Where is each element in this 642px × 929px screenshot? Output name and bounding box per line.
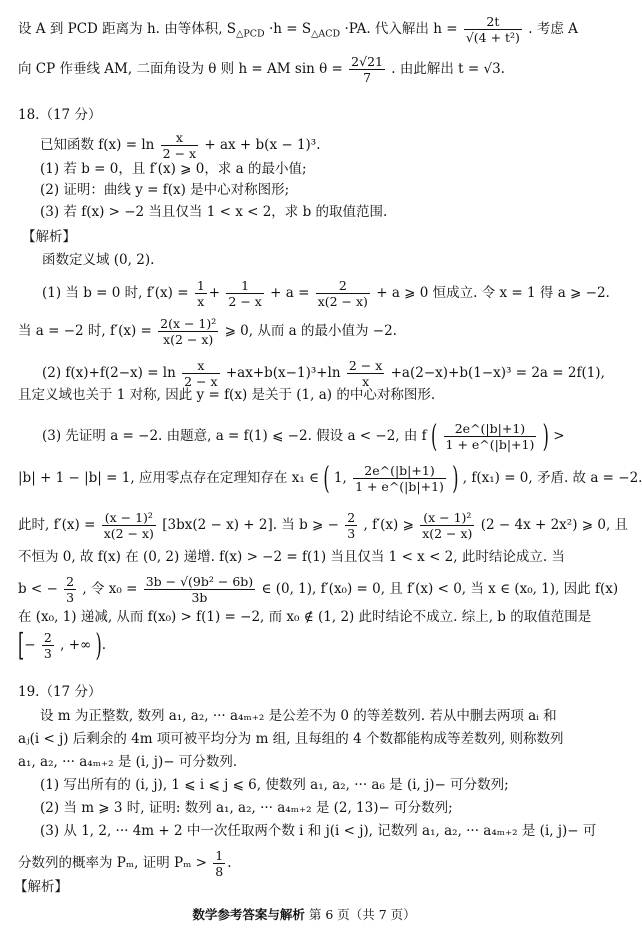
denominator: 2 − x: [162, 146, 197, 161]
analysis-label: 【解析】: [22, 229, 76, 245]
text-line: [18, 316, 594, 347]
fraction: [42, 630, 54, 661]
text-line: a₁, a₂, ··· a₄ₘ₊₂ 是 (i, j)− 可分数列.: [18, 754, 238, 770]
text-line: [42, 417, 594, 454]
text-line: [18, 574, 619, 605]
text-line: 且定义域也关于 1 对称, 因此 y = f(x) 是关于 (1, a) 的中心对称图形.: [18, 387, 436, 403]
text: 设 A 到 PCD 距离为 h. 由等体积, S: [18, 21, 237, 37]
subquestion-2: (2) 证明：曲线 y = f(x) 是中心对称图形;: [40, 182, 290, 198]
numerator: (x − 1)²: [420, 510, 474, 526]
denominator: x: [197, 294, 205, 309]
text: ⩾ 0, 从而 a 的最小值为 −2.: [224, 323, 397, 339]
numerator: 2t: [464, 14, 522, 30]
fraction: [345, 510, 357, 541]
text: , f(x₁) = 0, 矛盾. 故 a = −2.: [462, 470, 642, 486]
fraction: [353, 463, 446, 494]
fraction: [102, 510, 156, 541]
subscript: △ACD: [311, 28, 341, 40]
text-line: 设 m 为正整数, 数列 a₁, a₂, ··· a₄ₘ₊₂ 是公差不为 0 的等差数列. 若从中删去两项 aᵢ 和: [40, 708, 557, 724]
analysis-label: 【解析】: [14, 879, 68, 895]
text: (3) 先证明 a = −2. 由题意, a = f(1) ⩽ −2. 假设 a < −2, 由 f: [42, 428, 427, 444]
fraction: [213, 848, 225, 879]
numerator: 2: [316, 278, 370, 294]
subquestion-2: (2) 当 m ⩾ 3 时, 证明: 数列 a₁, a₂, ··· a₄ₘ₊₂ 是 (2, 13)− 可分数列;: [40, 800, 453, 816]
fraction: [420, 510, 474, 541]
text: ∈ (0, 1), f′(x₀) = 0, 且 f′(x) < 0, 当 x ∈ (x₀, 1), 因此 f(x): [261, 581, 619, 597]
paren-left: (: [323, 459, 330, 496]
question-heading: 19.（17 分）: [18, 684, 102, 700]
denominator: 3: [43, 646, 52, 661]
numerator: 2: [347, 510, 356, 525]
text: |b| + 1 − |b| = 1, 应用零点存在定理知存在 x₁ ∈: [18, 470, 320, 486]
text-line: [18, 510, 629, 541]
text-line: aⱼ(i < j) 后剩余的 4m 项可被平均分为 m 组, 且每组的 4 个数都能构成等差数列, 则称数列: [18, 731, 564, 747]
numerator: x: [182, 358, 219, 374]
text: 当 a = −2 时, f′(x) =: [18, 323, 152, 339]
denominator: 2 − x: [228, 294, 262, 309]
fraction: [182, 358, 219, 389]
numerator: 3b − √(9b² − 6b): [145, 574, 254, 589]
text-line: [18, 14, 594, 45]
fraction: [161, 130, 198, 161]
text: 分数列的概率为 Pₘ, 证明 Pₘ >: [18, 855, 207, 871]
text: 1,: [333, 470, 347, 486]
denominator: x(2 − x): [317, 294, 368, 309]
denominator: 1 + e^(|b|+1): [355, 479, 444, 494]
paren-right: ): [95, 626, 102, 663]
numerator: 2: [66, 574, 75, 589]
text: 此时, f′(x) =: [18, 517, 96, 533]
fraction: [226, 278, 263, 309]
text-line: 分数列的概率为 Pₘ, 证明 Pₘ > $\frac{1}{8}$ .: [18, 848, 232, 879]
text: [3bx(2 − x) + 2]. 当 b ⩾ −: [162, 517, 339, 533]
fraction: [64, 574, 76, 605]
denominator: x: [362, 374, 370, 389]
subquestion-3: (3) 从 1, 2, ··· 4m + 2 中一次任取两个数 i 和 j(i < j), 记数列 a₁, a₂, ··· a₄ₘ₊₂ 是 (i, j)− 可: [40, 823, 597, 839]
denominator: x(2 − x): [163, 332, 214, 347]
denominator: 7: [363, 70, 372, 85]
text: , f′(x) ⩾: [363, 517, 414, 533]
fraction: [144, 574, 255, 605]
text-line: 不恒为 0, 故 f(x) 在 (0, 2) 递增. f(x) > −2 = f(1) 当且仅当 1 < x < 2, 此时结论成立. 当: [18, 549, 565, 565]
denominator: 3b: [191, 590, 208, 605]
page-footer: [0, 905, 608, 923]
numerator: x: [161, 130, 198, 146]
text: , +∞: [60, 637, 92, 653]
denominator: x(2 − x): [103, 526, 154, 541]
text: ·h = S: [268, 21, 312, 37]
text: >: [553, 428, 565, 444]
text: + a =: [270, 285, 310, 301]
denominator: 3: [347, 526, 356, 541]
text-line: [− $\frac{2}{3}$ , +∞ ).: [18, 626, 107, 663]
text: 已知函数 f(x) = ln: [40, 137, 155, 153]
footer-title: 数学参考答案与解析: [192, 907, 305, 922]
question-heading: 18.（17 分）: [18, 107, 102, 123]
denominator: 3: [66, 590, 75, 605]
numerator: (x − 1)²: [102, 510, 156, 526]
text-line: 在 (x₀, 1) 递减, 从而 f(x₀) > f(1) = −2, 而 x₀ ∉ (1, 2) 此时结论不成立. 综上, b 的取值范围是: [18, 609, 592, 625]
text: 向 CP 作垂线 AM, 二面角设为 θ 则 h = AM sin θ =: [18, 61, 343, 77]
text: b < −: [18, 581, 58, 597]
text: +ax+b(x−1)³+ln: [225, 365, 341, 381]
text: +a(2−x)+b(1−x)³ = 2a = 2f(1),: [390, 365, 605, 381]
numerator: 1: [215, 848, 224, 863]
text-line: [18, 54, 594, 85]
numerator: 2e^(|b|+1): [444, 421, 537, 437]
text: . 考虑 A: [528, 21, 578, 37]
bracket-left: [: [18, 626, 25, 663]
text: + a ⩾ 0 恒成立. 令 x = 1 得 a ⩾ −2.: [376, 285, 610, 301]
fraction: [195, 278, 207, 309]
numerator: 1: [226, 278, 263, 294]
text: , 令 x₀ =: [82, 581, 138, 597]
text: + ax + b(x − 1)³.: [204, 137, 321, 153]
denominator: 2 − x: [184, 374, 218, 389]
denominator: 8: [215, 864, 224, 879]
fraction: [349, 54, 385, 85]
subquestion-1: (1) 写出所有的 (i, j), 1 ⩽ i ⩽ j ⩽ 6, 使数列 a₁, a₂, ··· a₆ 是 (i, j)− 可分数列;: [40, 777, 509, 793]
footer-page-number: 第 6 页（共 7 页）: [308, 907, 416, 922]
text-line: [18, 459, 642, 496]
subquestion-3: (3) 若 f(x) > −2 当且仅当 1 < x < 2，求 b 的取值范围.: [40, 204, 388, 220]
fraction: [444, 421, 537, 452]
numerator: 2: [43, 630, 52, 645]
paren-left: (: [430, 417, 438, 454]
text: ·PA. 代入解出 h =: [344, 21, 458, 37]
denominator: 1 + e^(|b|+1): [445, 437, 535, 452]
fraction: [316, 278, 370, 309]
paren-right: ): [452, 459, 459, 496]
text: (2) f(x)+f(2−x) = ln: [42, 365, 176, 381]
text: . 由此解出 t = √3.: [391, 61, 505, 77]
subscript: △PCD: [236, 28, 265, 40]
text: (1) 当 b = 0 时, f′(x) =: [42, 285, 189, 301]
numerator: 2e^(|b|+1): [353, 463, 446, 479]
denominator: √(4 + t²): [465, 30, 520, 45]
fraction: [347, 358, 384, 389]
text-line: (1) 当 b = 0 时, f′(x) = $\frac{1}{x}$ + $\frac{1}{2 - x}$ + a = $\frac{2}{x(2 - x)}$ + a ⩾ 0 恒成立. 令 x = 1 得 a ⩾ −2.: [42, 278, 610, 309]
fraction: [158, 316, 218, 347]
text: (2 − 4x + 2x²) ⩾ 0, 且: [480, 517, 629, 533]
text-line: 函数定义域 (0, 2).: [42, 252, 155, 268]
numerator: 1: [196, 278, 205, 293]
denominator: x(2 − x): [422, 526, 473, 541]
fraction: [464, 14, 522, 45]
subquestion-1: (1) 若 b = 0，且 f′(x) ⩾ 0，求 a 的最小值;: [40, 161, 307, 177]
text-line: [42, 358, 605, 389]
text-line: [40, 130, 594, 161]
numerator: 2√21: [351, 54, 383, 69]
numerator: 2(x − 1)²: [160, 316, 217, 331]
paren-right: ): [542, 417, 549, 454]
numerator: 2 − x: [348, 358, 383, 373]
